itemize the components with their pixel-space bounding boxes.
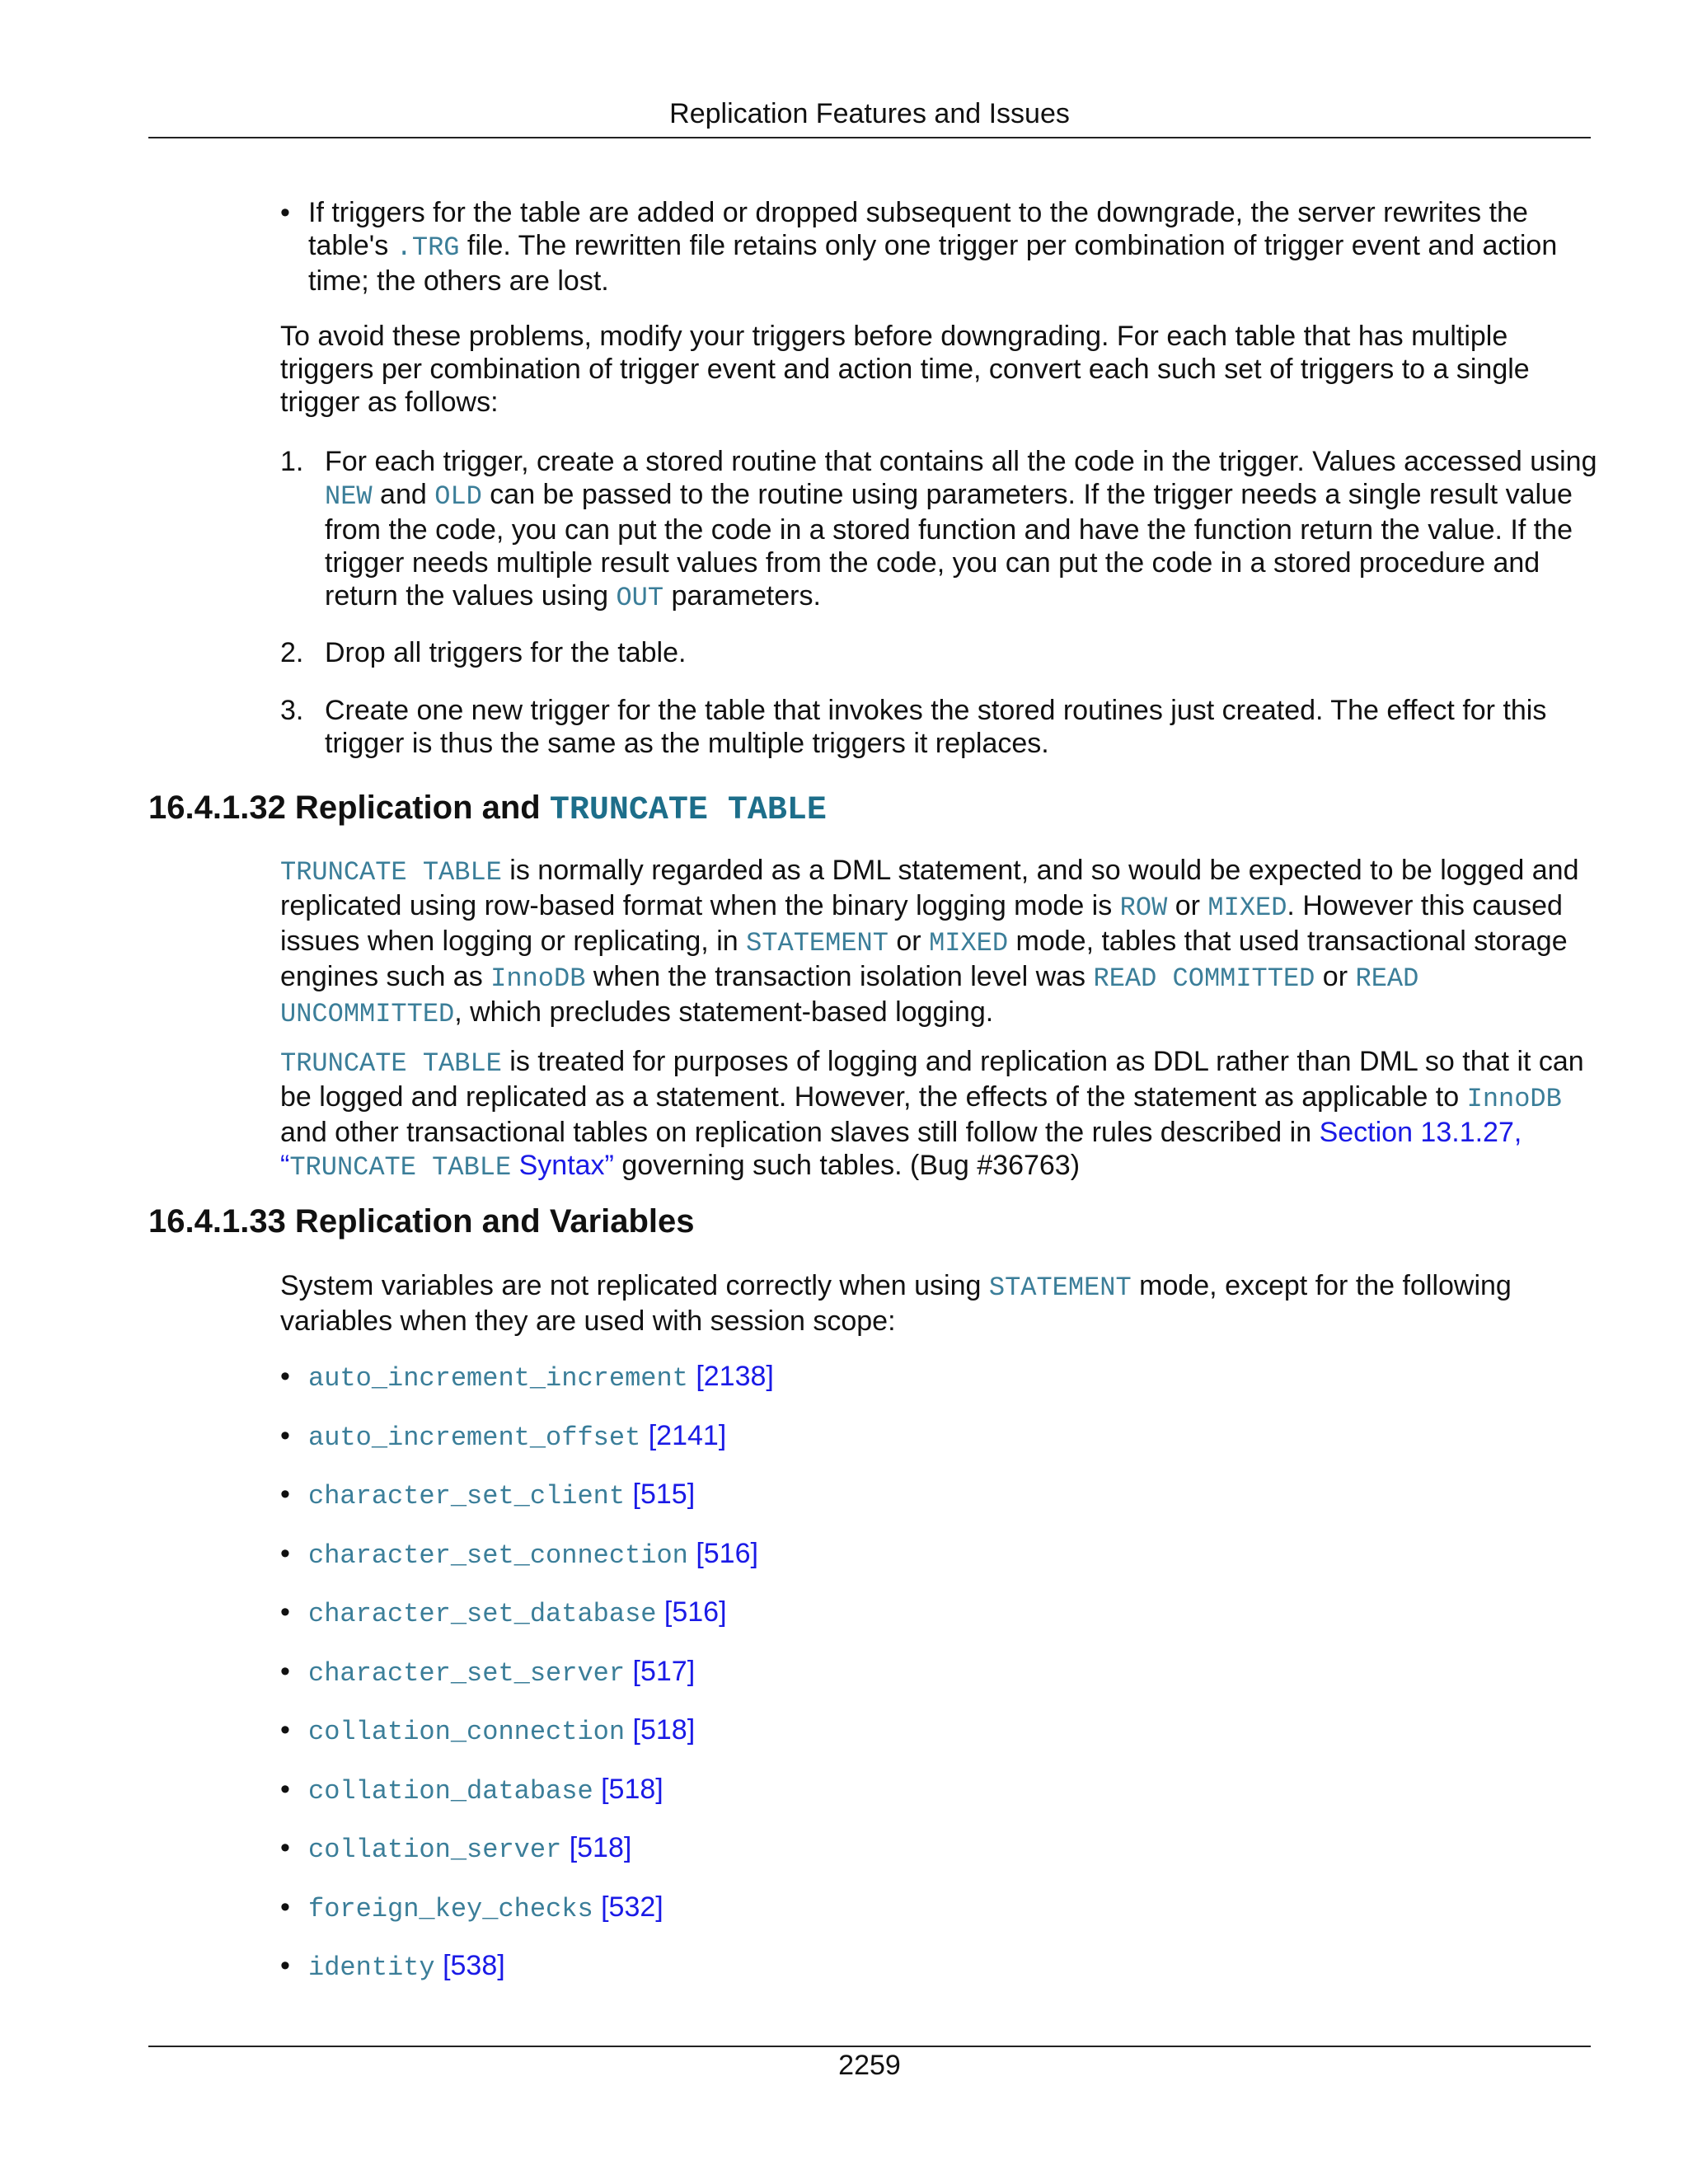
code-mixed: MIXED bbox=[929, 928, 1009, 958]
step-item-3 bbox=[280, 694, 1599, 760]
variable-name-link[interactable]: collation_server bbox=[308, 1835, 562, 1865]
variable-name-link[interactable]: collation_connection bbox=[308, 1717, 626, 1747]
page-reference-link[interactable]: [538] bbox=[443, 1950, 505, 1981]
bullet-glyph: • bbox=[280, 1891, 290, 1923]
page-reference-link[interactable]: [518] bbox=[569, 1832, 632, 1863]
intro-text-2: mode, except for the following variables when they are used with session scope: bbox=[280, 1270, 1512, 1337]
code-statement: STATEMENT bbox=[746, 928, 889, 958]
step-item-1 bbox=[280, 445, 1599, 615]
code-out: OUT bbox=[616, 583, 664, 613]
intro-paragraph: To avoid these problems, modify your triggers before downgrading. For each table that has multiple triggers per combination of trigger event and action time, convert each such set of triggers to a single trigger as follows: bbox=[280, 321, 1530, 418]
code-statement: STATEMENT bbox=[988, 1272, 1132, 1303]
code-read-committed: READ COMMITTED bbox=[1093, 963, 1315, 994]
variable-list-item bbox=[280, 1360, 1599, 1419]
truncate-paragraph-2 bbox=[280, 1045, 1591, 1184]
bullet-glyph: • bbox=[280, 1419, 290, 1451]
section-13-1-27-link[interactable]: Section 13.1.27, bbox=[1319, 1117, 1522, 1148]
bullet-glyph: • bbox=[280, 1479, 290, 1510]
variable-list-item bbox=[280, 1773, 1599, 1832]
p2-text-1: is treated for purposes of logging and replication as DDL rather than DML so that it can be logged and replicated as a statement. However, the effects of the statement as applicable to bbox=[280, 1046, 1584, 1113]
bullet-glyph: • bbox=[280, 1596, 290, 1628]
step-1-text-4: parameters. bbox=[663, 580, 821, 612]
bullet-glyph: • bbox=[280, 1714, 290, 1746]
step-number: 3. bbox=[280, 695, 304, 726]
variable-list-item bbox=[280, 1891, 1599, 1950]
code-innodb: InnoDB bbox=[1466, 1084, 1562, 1114]
variable-name-link[interactable]: auto_increment_offset bbox=[308, 1422, 641, 1453]
variable-list-item bbox=[280, 1713, 1599, 1773]
variable-list-item bbox=[280, 1596, 1599, 1655]
variables-intro bbox=[280, 1269, 1591, 1338]
step-number: 2. bbox=[280, 637, 304, 668]
code-read-uncommitted: READ UNCOMMITTED bbox=[280, 963, 1419, 1029]
step-1-text-2: and bbox=[372, 479, 435, 510]
header-rule bbox=[148, 137, 1591, 138]
truncate-paragraph-1 bbox=[280, 854, 1591, 1031]
page-reference-link[interactable]: [516] bbox=[696, 1537, 758, 1569]
truncate-syntax-link[interactable] bbox=[280, 1150, 614, 1181]
code-mixed: MIXED bbox=[1207, 893, 1287, 923]
code-truncate-table: TRUNCATE TABLE bbox=[280, 857, 502, 888]
step-number: 1. bbox=[280, 446, 304, 477]
intro-bullet-code-trg: .TRG bbox=[396, 232, 460, 263]
variable-list-item bbox=[280, 1419, 1599, 1479]
bullet-glyph: • bbox=[280, 1361, 290, 1392]
bullet-glyph: • bbox=[280, 1655, 290, 1687]
bullet-glyph: • bbox=[280, 1537, 290, 1569]
code-old: OLD bbox=[434, 481, 482, 512]
bullet-glyph: • bbox=[280, 1832, 290, 1863]
variable-name-link[interactable]: identity bbox=[308, 1952, 435, 1983]
page-reference-link[interactable]: [516] bbox=[663, 1596, 727, 1628]
bullet-glyph: • bbox=[280, 197, 290, 228]
intro-bullet-text-1: If triggers for the table are added or dropped subsequent to the downgrade, the server rewrites the table's bbox=[308, 197, 1528, 261]
page-reference-link[interactable]: [2141] bbox=[648, 1419, 727, 1451]
link-quote: “ bbox=[280, 1150, 290, 1181]
p1-text-4: or bbox=[888, 926, 930, 957]
intro-bullet-item bbox=[280, 196, 1599, 298]
intro-text-1: System variables are not replicated correctly when using bbox=[280, 1270, 989, 1301]
p2-text-2: and other transactional tables on replication slaves still follow the rules described in bbox=[280, 1117, 1320, 1148]
p1-text-8: , which precludes statement-based logging. bbox=[454, 996, 994, 1028]
link-text: Syntax” bbox=[511, 1150, 614, 1181]
step-item-2 bbox=[280, 636, 1599, 669]
page-reference-link[interactable]: [2138] bbox=[696, 1361, 774, 1392]
code-row: ROW bbox=[1119, 893, 1168, 923]
p1-text-5: mode, tables that used transactional storage engines such as bbox=[280, 926, 1568, 992]
variable-name-link[interactable]: collation_database bbox=[308, 1775, 593, 1807]
variables-list bbox=[280, 1360, 1599, 2008]
variable-list-item bbox=[280, 1655, 1599, 1714]
step-3-text: Create one new trigger for the table that invokes the stored routines just created. The effect for this trigger is thus the same as the multiple triggers it replaces. bbox=[325, 695, 1547, 759]
footer-rule bbox=[148, 2046, 1591, 2047]
heading-text: 16.4.1.32 Replication and bbox=[148, 790, 550, 826]
p1-text-7: or bbox=[1315, 961, 1356, 992]
page-reference-link[interactable]: [532] bbox=[601, 1891, 663, 1923]
variable-list-item bbox=[280, 1949, 1599, 2008]
step-2-text: Drop all triggers for the table. bbox=[325, 637, 687, 668]
heading-code: TRUNCATE TABLE bbox=[549, 792, 827, 829]
variable-list-item bbox=[280, 1537, 1599, 1596]
bullet-glyph: • bbox=[280, 1950, 290, 1981]
link-code: TRUNCATE TABLE bbox=[289, 1152, 512, 1183]
page-reference-link[interactable]: [515] bbox=[632, 1479, 696, 1510]
variable-name-link[interactable]: character_set_client bbox=[308, 1481, 626, 1511]
p1-text-2: or bbox=[1167, 890, 1208, 921]
step-1-text-1: For each trigger, create a stored routine that contains all the code in the trigger. Values accessed using bbox=[325, 446, 1597, 477]
variable-list-item bbox=[280, 1478, 1599, 1537]
variable-name-link[interactable]: auto_increment_increment bbox=[308, 1363, 688, 1394]
page-reference-link[interactable]: [518] bbox=[601, 1773, 663, 1805]
page-number: 2259 bbox=[838, 2050, 901, 2081]
code-new: NEW bbox=[325, 481, 373, 512]
variable-list-item bbox=[280, 1831, 1599, 1891]
p2-text-3: governing such tables. (Bug #36763) bbox=[613, 1150, 1081, 1181]
p1-text-3: . However this caused issues when logging or replicating, in bbox=[280, 890, 1563, 957]
section-heading-variables: 16.4.1.33 Replication and Variables bbox=[148, 1203, 695, 1240]
running-header: Replication Features and Issues bbox=[669, 98, 1070, 129]
step-1-text-3: can be passed to the routine using parameters. If the trigger needs a single result value from the code, you can put the code in a stored function and have the function return the value. If the trigger needs multiple result values from the code, you can put the code in a stored procedure and return the values using bbox=[325, 479, 1573, 612]
variable-name-link[interactable]: character_set_server bbox=[308, 1657, 626, 1689]
page-reference-link[interactable]: [518] bbox=[632, 1714, 696, 1746]
p1-text-6: when the transaction isolation level was bbox=[585, 961, 1094, 992]
code-truncate-table: TRUNCATE TABLE bbox=[280, 1048, 502, 1079]
p1-text-1: is normally regarded as a DML statement, and so would be expected to be logged and replicated using row-based format when the binary logging mode is bbox=[280, 855, 1579, 921]
variable-name-link[interactable]: character_set_database bbox=[308, 1599, 657, 1629]
page-reference-link[interactable]: [517] bbox=[632, 1655, 696, 1687]
variable-name-link[interactable]: character_set_connection bbox=[308, 1540, 688, 1571]
variable-name-link[interactable]: foreign_key_checks bbox=[308, 1893, 593, 1924]
intro-bullet-text-2: file. The rewritten file retains only one trigger per combination of trigger event and action time; the others are lost. bbox=[308, 230, 1558, 297]
bullet-glyph: • bbox=[280, 1773, 290, 1805]
section-heading-truncate bbox=[148, 788, 1591, 831]
code-innodb: InnoDB bbox=[490, 963, 586, 994]
